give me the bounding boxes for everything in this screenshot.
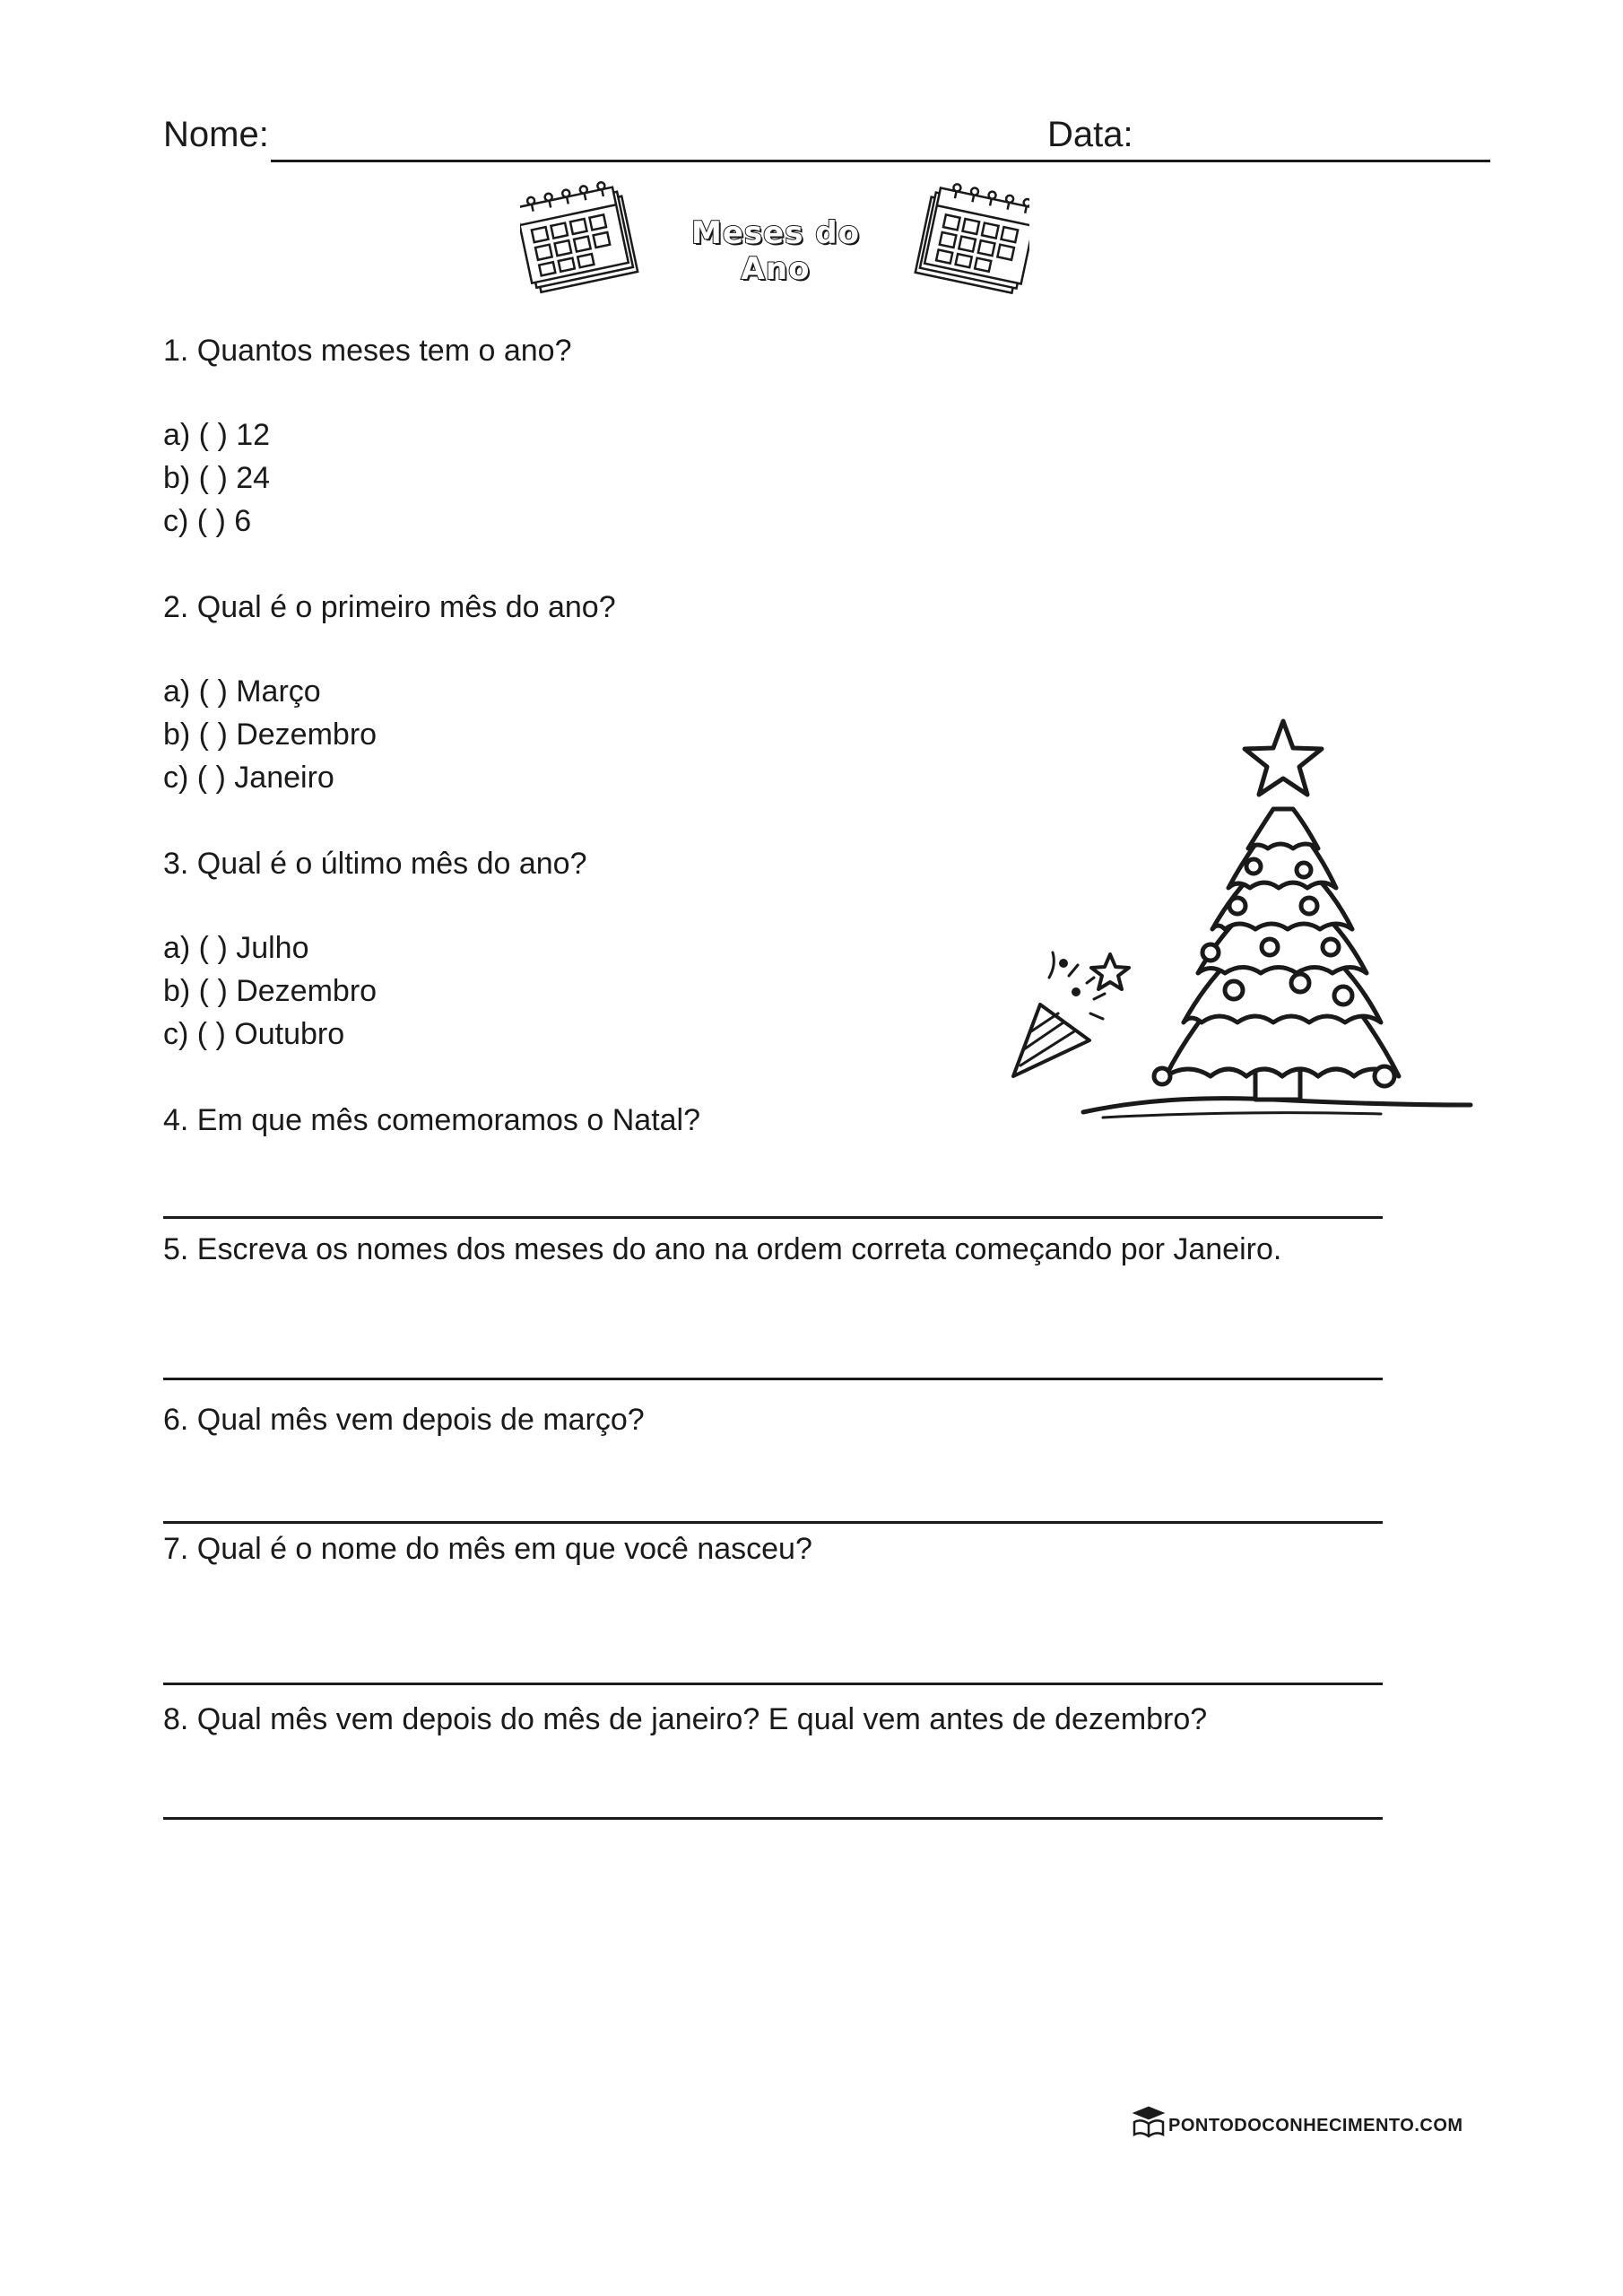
name-label: Nome:: [163, 115, 269, 154]
question-4-answer-line[interactable]: [163, 1216, 1383, 1219]
question-3-option-c[interactable]: c) ( ) Outubro: [163, 1017, 345, 1051]
question-2: 2. Qual é o primeiro mês do ano?: [163, 590, 616, 624]
worksheet-title-banner: [520, 175, 1031, 309]
question-2-option-a[interactable]: a) ( ) Março: [163, 674, 321, 709]
question-5-answer-line[interactable]: [163, 1378, 1383, 1380]
date-label: Data:: [1047, 115, 1133, 154]
name-write-line[interactable]: [271, 160, 1490, 162]
question-1-option-b[interactable]: b) ( ) 24: [163, 461, 271, 495]
question-6-answer-line[interactable]: [163, 1521, 1383, 1524]
question-1-option-c[interactable]: c) ( ) 6: [163, 504, 252, 538]
question-1-option-a[interactable]: a) ( ) 12: [163, 418, 271, 452]
question-4: 4. Em que mês comemoramos o Natal?: [163, 1103, 701, 1137]
question-1: 1. Quantos meses tem o ano?: [163, 334, 572, 368]
question-7-answer-line[interactable]: [163, 1683, 1383, 1685]
calendar-icon: [895, 175, 1029, 309]
question-3-option-b[interactable]: b) ( ) Dezembro: [163, 974, 378, 1008]
question-2-option-c[interactable]: c) ( ) Janeiro: [163, 761, 334, 795]
question-3-option-a[interactable]: a) ( ) Julho: [163, 931, 309, 965]
question-3: 3. Qual é o último mês do ano?: [163, 847, 587, 881]
footer-site-logo: PONTODOCONHECIMENTO.COM: [1168, 2116, 1463, 2135]
calendar-icon: [520, 175, 655, 309]
question-8-answer-line[interactable]: [163, 1817, 1383, 1820]
question-2-option-b[interactable]: b) ( ) Dezembro: [163, 718, 378, 752]
question-8: 8. Qual mês vem depois do mês de janeiro? E qual vem antes de dezembro?: [163, 1702, 1208, 1736]
worksheet-title: Meses do Ano: [691, 215, 860, 287]
graduation-book-icon: [1132, 2104, 1166, 2138]
party-popper-icon: [1004, 942, 1148, 1085]
question-6: 6. Qual mês vem depois de março?: [163, 1403, 645, 1437]
question-7: 7. Qual é o nome do mês em que você nasceu?: [163, 1532, 812, 1566]
question-5: 5. Escreva os nomes dos meses do ano na ordem correta começando por Janeiro.: [163, 1232, 1282, 1266]
